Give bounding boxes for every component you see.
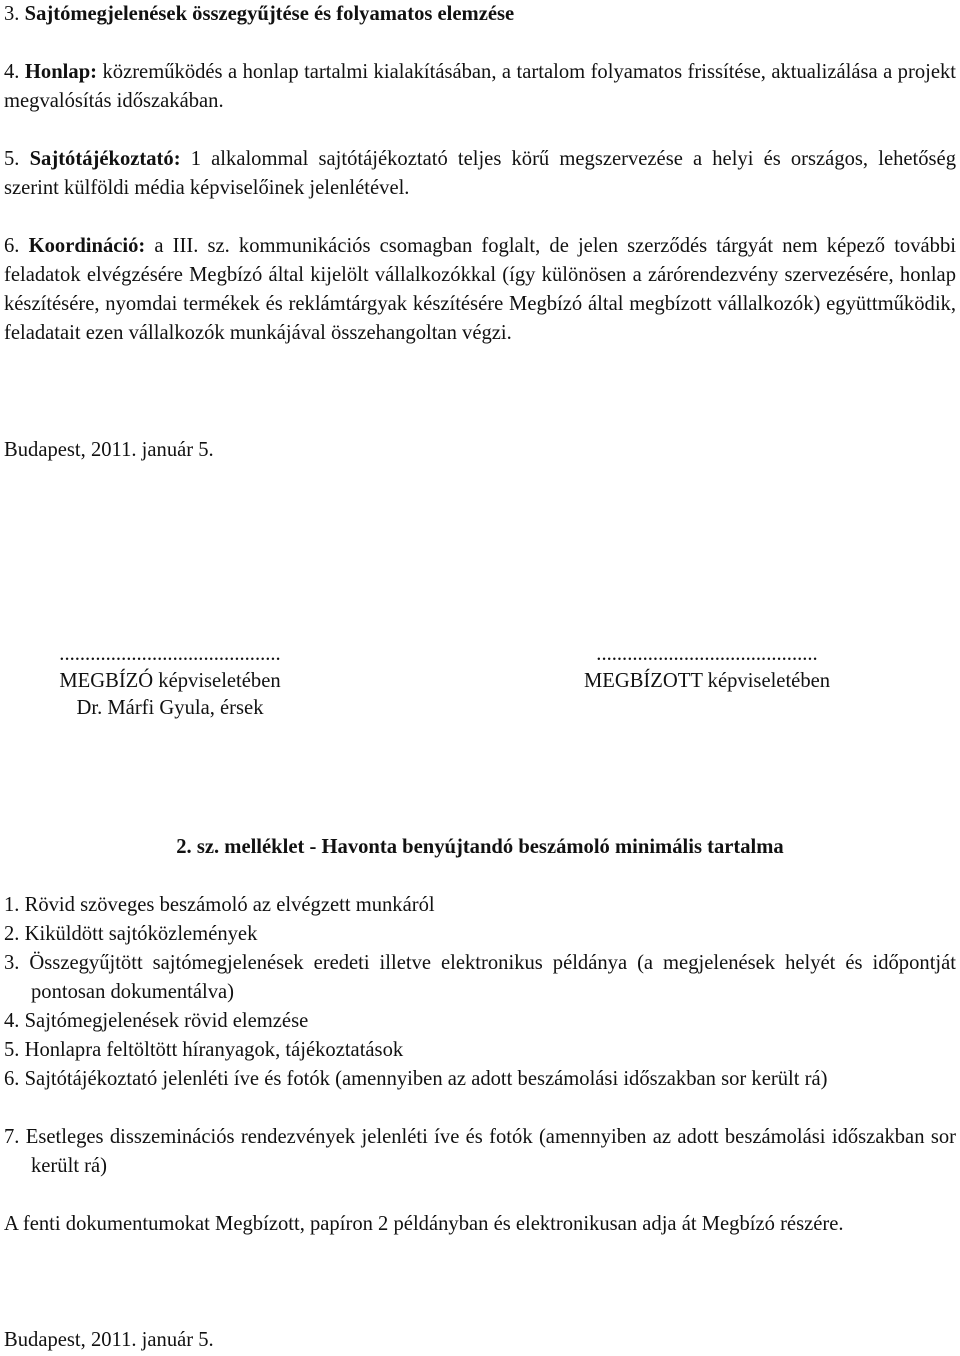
date-line: Budapest, 2011. január 5.	[4, 439, 214, 461]
item-4	[4, 58, 956, 116]
signature-role: MEGBÍZÓ képviseletében	[59, 670, 281, 692]
signature-name: Dr. Márfi Gyula, érsek	[76, 697, 264, 719]
signature-dots: ...........................................	[59, 643, 281, 665]
annex-title: 2. sz. melléklet - Havonta benyújtandó beszámoló minimális tartalma	[176, 836, 784, 858]
item-lead: Honlap:	[24, 61, 98, 83]
item-number: 6.	[4, 235, 20, 257]
item-text: a III. sz. kommunikációs csomagban foglalt, de jelen szerződés tárgyát nem képező további feladatok elvégzésére Megbízó által kijelölt vállalkozókkal (így különösen a zárórendezvény szervezésére, honlap készítésére, nyomdai termékek és reklámtárgyak készítésére Megbízó által megbízott vállalkozók) együttműködik, feladatait ezen vállalkozók munkájával összehangoltan végzi.	[4, 235, 956, 344]
item-lead: Koordináció:	[28, 235, 146, 257]
annex-item: 4. Sajtómegjelenések rövid elemzése	[4, 1010, 309, 1032]
item-5	[4, 145, 956, 203]
item-text: közreműködés a honlap tartalmi kialakításában, a tartalom folyamatos frissítése, aktualizálása a projekt megvalósítás időszakában.	[4, 61, 957, 112]
signature-left	[10, 641, 330, 722]
date-line-2: Budapest, 2011. január 5.	[4, 1329, 214, 1351]
annex-item: 6. Sajtótájékoztató jelenléti íve és fotók (amennyiben az adott beszámolási időszakban sor került rá)	[4, 1068, 828, 1090]
item-lead: Sajtótájékoztató:	[29, 148, 181, 170]
item-number: 4.	[4, 61, 20, 83]
closing-paragraph: A fenti dokumentumokat Megbízott, papíron 2 példányban és elektronikusan adja át Megbízó részére.	[4, 1213, 844, 1235]
item-number: 5.	[4, 148, 20, 170]
item-3	[4, 0, 956, 29]
annex-item: 1. Rövid szöveges beszámoló az elvégzett munkáról	[4, 894, 435, 916]
signature-role: MEGBÍZOTT képviseletében	[583, 670, 831, 692]
signature-right	[547, 641, 867, 695]
annex-item: 7. Esetleges disszeminációs rendezvények jelenléti íve és fotók (amennyiben az adott beszámolási időszakban sor került rá)	[4, 1126, 956, 1177]
annex-item: 5. Honlapra feltöltött híranyagok, tájékoztatások	[4, 1039, 404, 1061]
item-number: 3.	[4, 3, 20, 25]
item-lead: Sajtómegjelenések összegyűjtése és folyamatos elemzése	[24, 3, 515, 25]
item-text: 1 alkalommal sajtótájékoztató teljes körű megszervezése a helyi és országos, lehetőség szerint külföldi média képviselőinek jelenlétével.	[4, 148, 956, 199]
annex-item: 2. Kiküldött sajtóközlemények	[4, 923, 258, 945]
signature-dots: ...........................................	[596, 643, 818, 665]
annex-item: 3. Összegyűjtött sajtómegjelenések eredeti illetve elektronikus példánya (a megjelenések helyét és időpontját pontosan dokumentálva)	[4, 952, 956, 1003]
item-6	[4, 232, 956, 348]
